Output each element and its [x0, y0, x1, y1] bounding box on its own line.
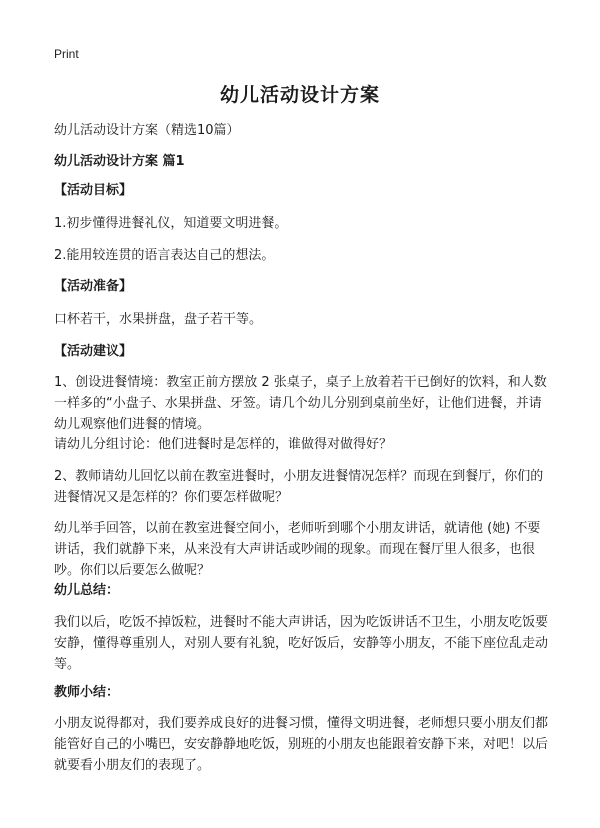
article-heading: 幼儿活动设计方案 篇1: [54, 154, 185, 169]
print-link[interactable]: Print: [54, 47, 79, 61]
suggestion-paragraph: 请幼儿分组讨论：他们进餐时是怎样的，谁做得对做得好？: [54, 437, 393, 452]
section-heading-suggestion: 【活动建议】: [54, 344, 133, 359]
section-heading-prep: 【活动准备】: [54, 279, 133, 294]
page-title: 幼儿活动设计方案: [219, 84, 380, 106]
section-heading-teacher-summary: 教师小结：: [54, 685, 120, 700]
suggestion-paragraph: 幼儿举手回答，以前在教室进餐空间小，老师听到哪个小朋友讲话，就请他 (她) 不要讲话，我们就静下来，从来没有大声讲话或吵闹的现象。而现在餐厅里人很多，也很吵。你们以后要怎么做呢？: [54, 521, 541, 578]
child-summary-text: 我们以后，吃饭不掉饭粒，进餐时不能大声讲话，因为吃饭讲话不卫生，小朋友吃饭要安静，懂得尊重别人，对别人要有礼貌，吃好饭后，安静等小朋友，不能下座位乱走动等。: [54, 615, 549, 672]
prep-text: 口杯若干，水果拼盘，盘子若干等。: [54, 312, 263, 327]
suggestion-paragraph: 2、教师请幼儿回忆以前在教室进餐时，小朋友进餐情况怎样？而现在到餐厅，你们的进餐情况又是怎样的？你们要怎样做呢？: [54, 469, 544, 505]
teacher-summary-text: 小朋友说得都对，我们要养成良好的进餐习惯，懂得文明进餐，老师想只要小朋友们都能管好自己的小嘴巴，安安静静地吃饭，别班的小朋友也能跟着安静下来，对吧！以后就要看小朋友们的表现了。: [54, 716, 549, 773]
suggestion-paragraph: 1、创设进餐情境：教室正前方摆放 2 张桌子，桌子上放着若干已倒好的饮料，和人数一样多的“小盘子、水果拼盘、牙签。请几个幼儿分别到桌前坐好，让他们进餐，并请幼儿观察他们进餐的情境。: [54, 375, 547, 432]
section-heading-goal: 【活动目标】: [54, 183, 133, 198]
document-subtitle: 幼儿活动设计方案（精选10篇）: [54, 123, 240, 138]
goal-item: 2.能用较连贯的语言表达自己的想法。: [54, 248, 275, 263]
section-heading-child-summary: 幼儿总结：: [54, 583, 120, 598]
goal-item: 1.初步懂得进餐礼仪，知道要文明进餐。: [54, 216, 288, 231]
